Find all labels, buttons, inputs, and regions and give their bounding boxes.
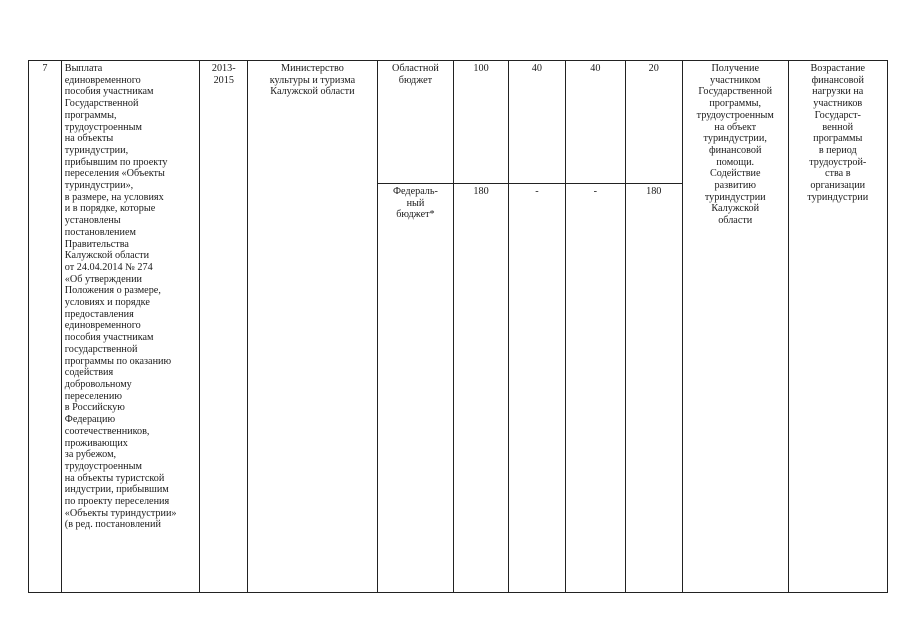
responsible-executor: Министерство культуры и туризма Калужской области — [248, 61, 377, 593]
risk-description: Возрастание финансовой нагрузки на участников Государст- венной программы в период трудоустрой- ства в организации туриндустрии — [788, 61, 887, 593]
funding-total-regional: 100 — [454, 61, 508, 184]
funding-2015-regional: 20 — [625, 61, 682, 184]
funding-2014-federal: - — [566, 184, 625, 593]
expected-result: Получение участником Государственной программы, трудоустроенным на объект туриндустрии, финансовой помощи. Содействие развитию туриндустрии Калужской области — [682, 61, 788, 593]
funding-2013-regional: 40 — [508, 61, 565, 184]
funding-total-federal: 180 — [454, 184, 508, 593]
funding-2013-federal: - — [508, 184, 565, 593]
table-row — [29, 61, 888, 184]
funding-2015-federal: 180 — [625, 184, 682, 593]
row-number: 7 — [29, 61, 62, 593]
measure-description: Выплата единовременного пособия участникам Государственной программы, трудоустроенным на объекты туриндустрии, прибывшим по проекту переселения «Объекты туриндустрии», в размере, на условиях и в порядке, которые установлены постановлением Правительства Калужской области от 24.04.2014 № 274 «Об утверждении Положения о размере, условиях и порядке предоставления единовременного пособия участникам государственной программы по оказанию содействия добровольному переселению в Российскую Федерацию соотечественников, проживающих за рубежом, трудоустроенным на объекты туристской индустрии, прибывшим по проекту переселения «Объекты туриндустрии» (в ред. постановлений — [61, 61, 199, 593]
program-measures-table — [28, 60, 888, 593]
funding-source-regional: Областной бюджет — [377, 61, 454, 184]
implementation-period: 2013- 2015 — [200, 61, 248, 593]
funding-source-federal: Федераль- ный бюджет* — [377, 184, 454, 593]
funding-2014-regional: 40 — [566, 61, 625, 184]
